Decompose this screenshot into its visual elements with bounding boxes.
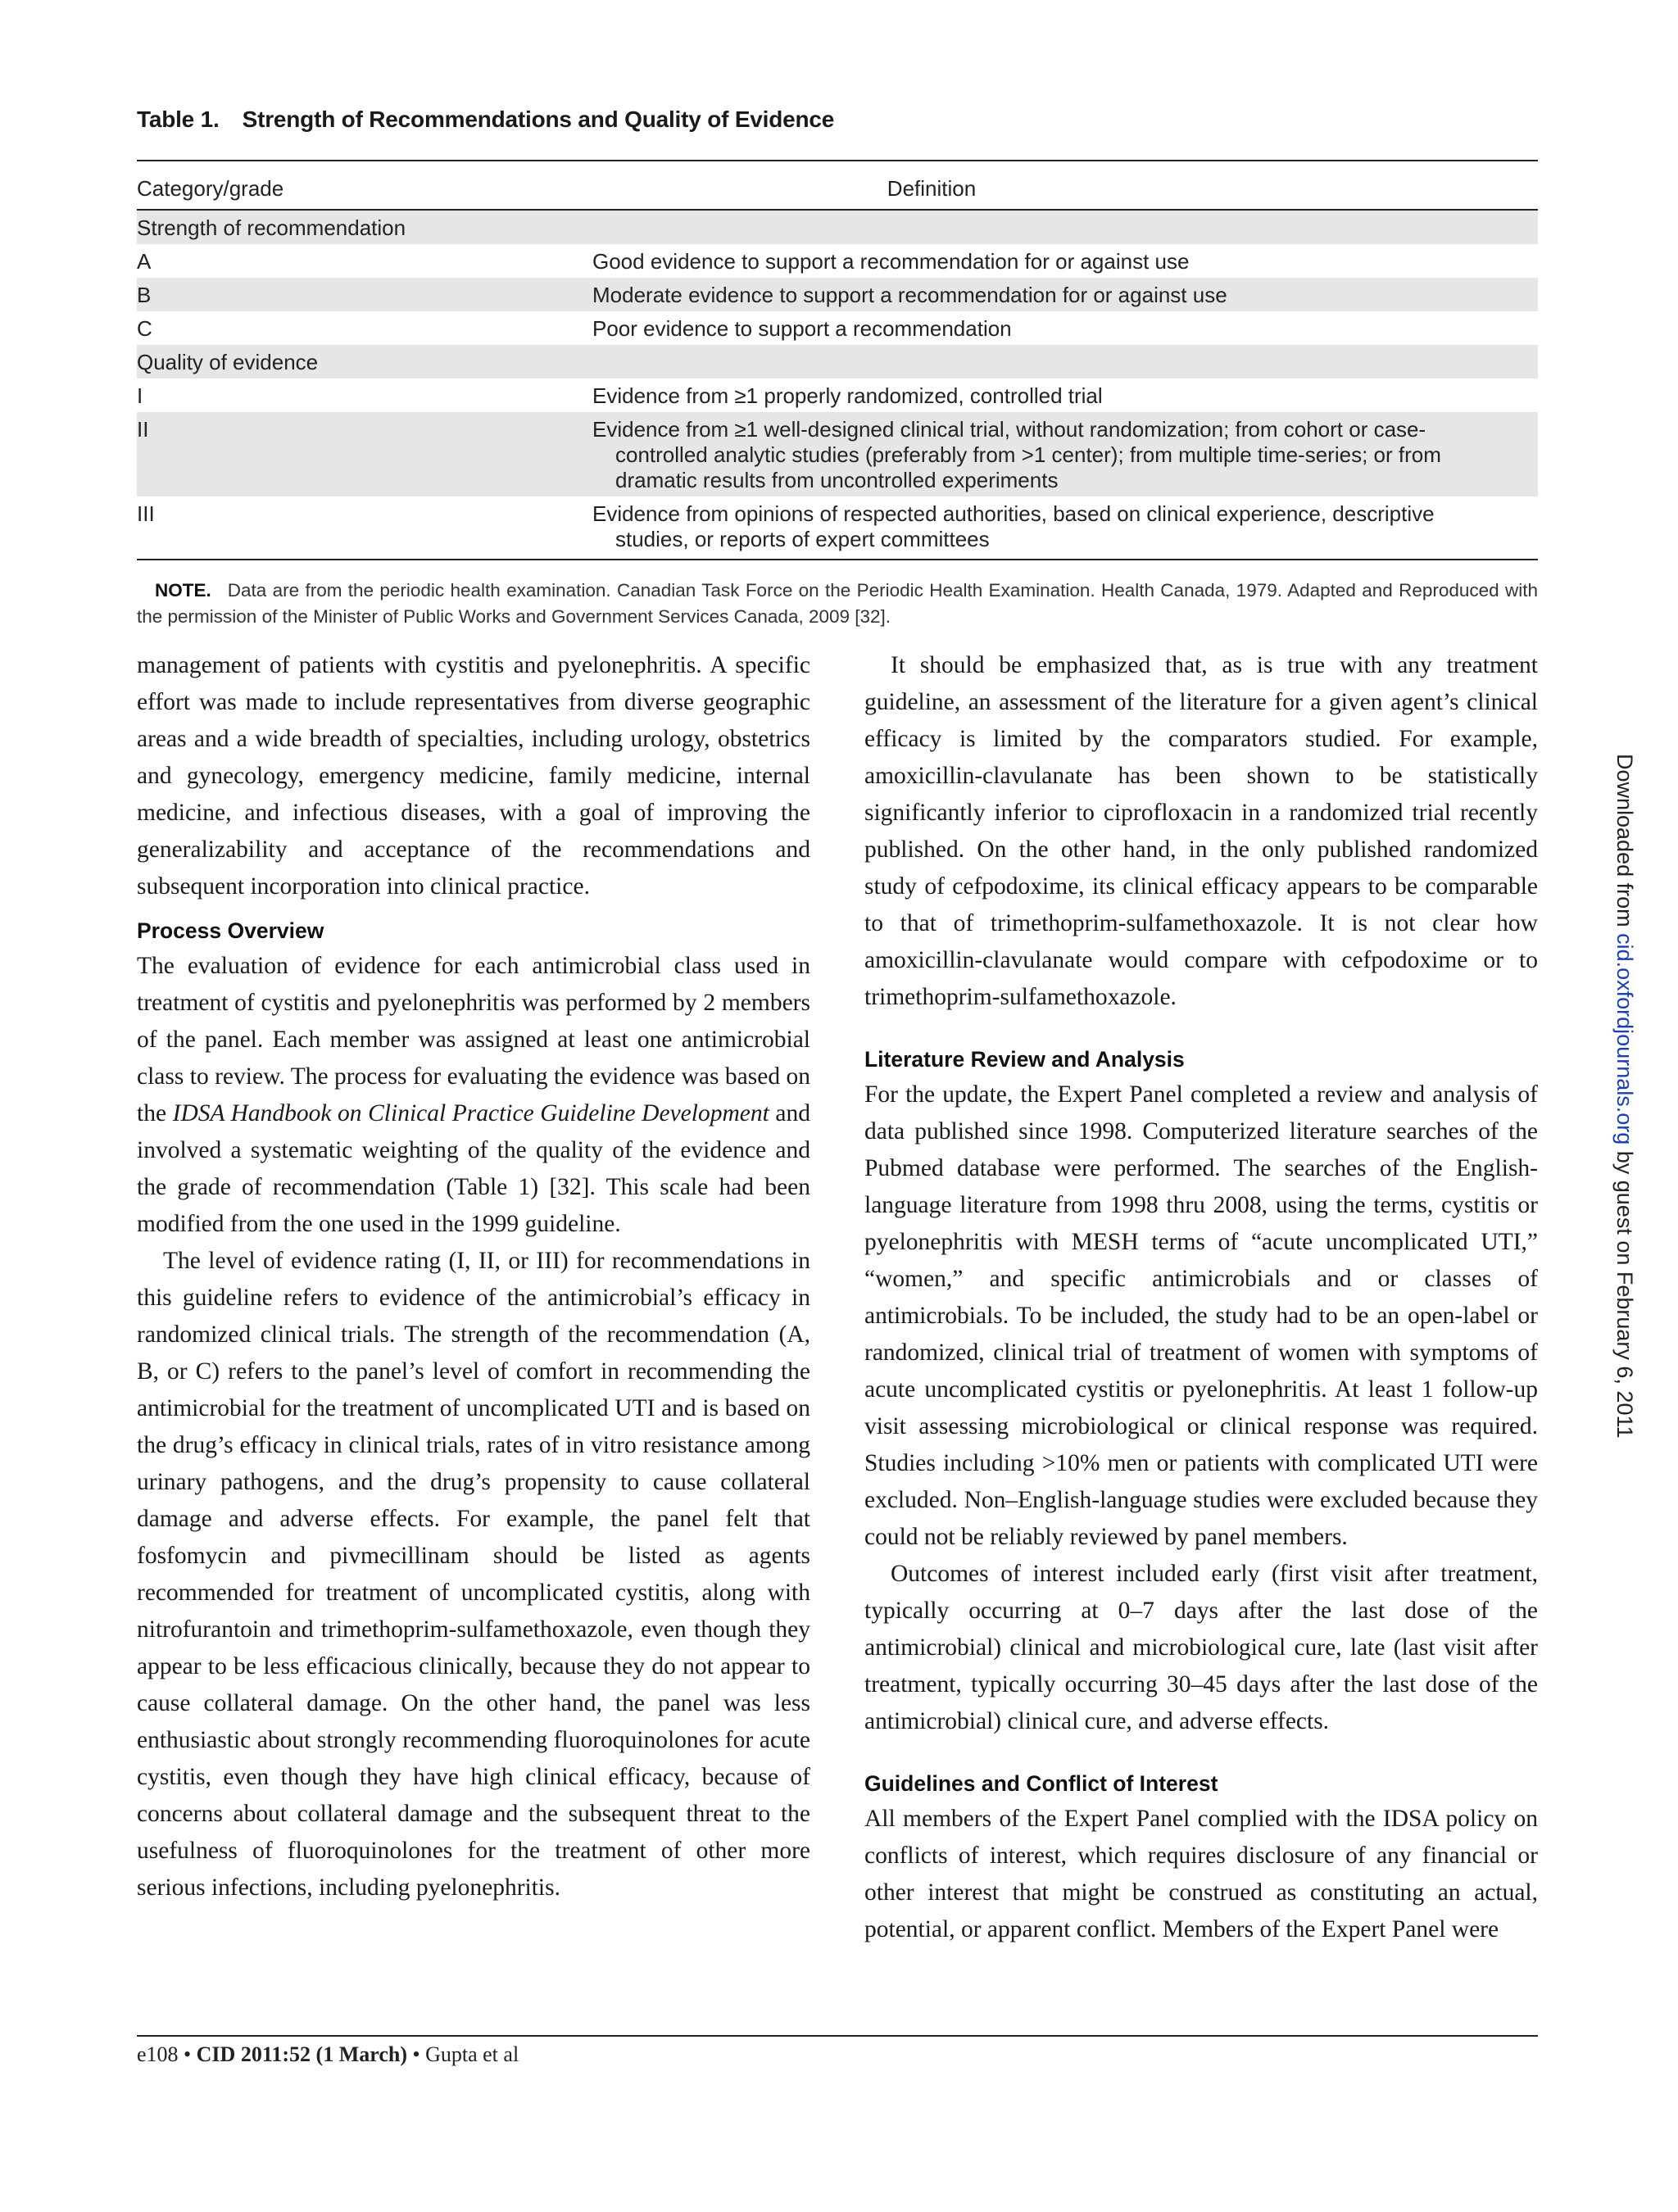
bullet: • (184, 2042, 197, 2066)
table-row (137, 244, 1538, 278)
note-label: NOTE. (155, 580, 211, 601)
section-row (137, 211, 1538, 244)
table-caption: Strength of Recommendations and Quality of Evidence (242, 107, 835, 132)
header-definition: Definition (887, 176, 977, 201)
definition-cell: Evidence from opinions of respected authorities, based on clinical experience, descriptive studies, or reports of expert committees (592, 501, 1435, 551)
header-category: Category/grade (137, 176, 284, 201)
table-row (137, 278, 1538, 311)
grade-cell: II (137, 417, 149, 442)
footer-rule (137, 2035, 1538, 2037)
paragraph: The evaluation of evidence for each antimicrobial class used in treatment of cystitis and pyelonephritis was performed by 2 members of the panel. Each member was assigned at least one antimicrobial class to review. The process for evaluating the evidence was based on the IDSA Handbook on Clinical Practice Guideline Development and involved a systematic weighting of the quality of the evidence and the grade of recommendation (Table 1) [32]. This scale had been modified from the one used in the 1999 guideline. (137, 953, 810, 1237)
section-heading: Strength of recommendation (137, 215, 406, 240)
left-column (137, 647, 810, 1906)
grade-cell: B (137, 283, 152, 307)
journal-citation: CID 2011:52 (1 March) (196, 2042, 407, 2066)
table-bottom-rule (137, 559, 1538, 560)
table-note (137, 578, 1538, 630)
right-column (864, 647, 1538, 1948)
handbook-title: IDSA Handbook on Clinical Practice Guideline Development (172, 1100, 769, 1126)
table-label: Table 1. (137, 107, 220, 132)
paragraph: management of patients with cystitis and pyelonephritis. A specific effort was made to include representatives from diverse geographic areas and a wide breadth of specialties, including urology, obstetrics and gynecology, emergency medicine, family medicine, internal medicine, and infectious diseases, with a goal of improving the generalizability and acceptance of the recommendations and subsequent incorporation into clinical practice. (137, 652, 810, 900)
section-heading: Literature Review and Analysis (864, 1047, 1185, 1072)
bullet: • (412, 2042, 426, 2066)
definition-cell: Good evidence to support a recommendation for or against use (592, 249, 1190, 274)
table-row (137, 496, 1538, 555)
table-row (137, 311, 1538, 345)
section-heading: Guidelines and Conflict of Interest (864, 1771, 1218, 1796)
grade-cell: C (137, 316, 152, 341)
paragraph: All members of the Expert Panel complied with the IDSA policy on conflicts of interest, which requires disclosure of any financial or other interest that might be construed as constituting an actual, potential, or apparent conflict. Members of the Expert Panel were (864, 1806, 1538, 1942)
definition-cell: Evidence from ≥1 properly randomized, controlled trial (592, 383, 1103, 408)
grade-cell: III (137, 501, 155, 526)
table-header (137, 161, 1538, 211)
section-heading: Process Overview (137, 918, 324, 943)
download-stamp: Downloaded from cid.oxfordjournals.org by guest on February 6, 2011 (1612, 754, 1637, 1439)
definition-cell: Moderate evidence to support a recommendation for or against use (592, 283, 1227, 307)
section-row (137, 345, 1538, 378)
grade-cell: I (137, 383, 143, 408)
page-footer (137, 2042, 519, 2067)
page-number: e108 (137, 2042, 179, 2066)
table-row (137, 378, 1538, 412)
definition-cell: Poor evidence to support a recommendation (592, 316, 1012, 341)
table-row (137, 412, 1538, 496)
paragraph: Outcomes of interest included early (first visit after treatment, typically occurring at 0–7 days after the last dose of the antimicrobial) clinical and microbiological cure, late (last visit after treatment, typically occurring 30–45 days after the last dose of the antimicrobial) clinical cure, and adverse effects. (864, 1561, 1538, 1734)
table-title (137, 107, 834, 133)
definition-cell: Evidence from ≥1 well-designed clinical trial, without randomization; from cohort or case- controlled analytic studies (preferably from >1 center); from multiple time-series; or from dramatic results from uncontrolled experiments (592, 417, 1441, 492)
journal-site-link[interactable]: cid.oxfordjournals.org (1612, 933, 1637, 1145)
paragraph: It should be emphasized that, as is true with any treatment guideline, an assessment of the literature for a given agent’s clinical efficacy is limited by the comparators studied. For example, amoxicillin-clavulanate has been shown to be statistically significantly inferior to ciprofloxacin in a randomized trial recently published. On the other hand, in the only published randomized study of cefpodoxime, its clinical efficacy appears to be comparable to that of trimethoprim-sulfamethoxazole. It is not clear how amoxicillin-clavulanate would compare with cefpodoxime or to trimethoprim-sulfamethoxazole. (864, 652, 1538, 1010)
note-text: Data are from the periodic health examination. Canadian Task Force on the Periodic Health Examination. Health Canada, 1979. Adapted and Reproduced with the permission of the Minister of Public Works and Government Services Canada, 2009 [32]. (137, 580, 1538, 627)
paragraph: For the update, the Expert Panel completed a review and analysis of data published since 1998. Computerized literature searches of the Pubmed database were performed. The searches of the English-language literature from 1998 thru 2008, using the terms, cystitis or pyelonephritis with MESH terms of “acute uncomplicated UTI,” “women,” and specific antimicrobials and or classes of antimicrobials. To be included, the study had to be an open-label or randomized, clinical trial of treatment of women with symptoms of acute uncomplicated cystitis or pyelonephritis. At least 1 follow-up visit assessing microbiological or clinical response was required. Studies including >10% men or patients with complicated UTI were excluded. Non–English-language studies were excluded because they could not be reliably reviewed by panel members. (864, 1081, 1538, 1550)
authors: Gupta et al (425, 2042, 519, 2066)
evidence-table (137, 160, 1538, 560)
section-heading: Quality of evidence (137, 350, 319, 374)
grade-cell: A (137, 249, 152, 274)
paragraph: The level of evidence rating (I, II, or III) for recommendations in this guideline refers to evidence of the antimicrobial’s efficacy in randomized clinical trials. The strength of the recommendation (A, B, or C) refers to the panel’s level of comfort in recommending the antimicrobial for the treatment of uncomplicated UTI and is based on the drug’s efficacy in clinical trials, rates of in vitro resistance among urinary pathogens, and the drug’s propensity to cause collateral damage and adverse effects. For example, the panel felt that fosfomycin and pivmecillinam should be listed as agents recommended for treatment of uncomplicated cystitis, along with nitrofurantoin and trimethoprim-sulfamethoxazole, even though they appear to be less efficacious clinically, because they do not appear to cause collateral damage. On the other hand, the panel was less enthusiastic about strongly recommending fluoroquinolones for acute cystitis, even though they have high clinical efficacy, because of concerns about collateral damage and the subsequent threat to the usefulness of fluoroquinolones for the treatment of other more serious infections, including pyelonephritis. (137, 1248, 810, 1901)
